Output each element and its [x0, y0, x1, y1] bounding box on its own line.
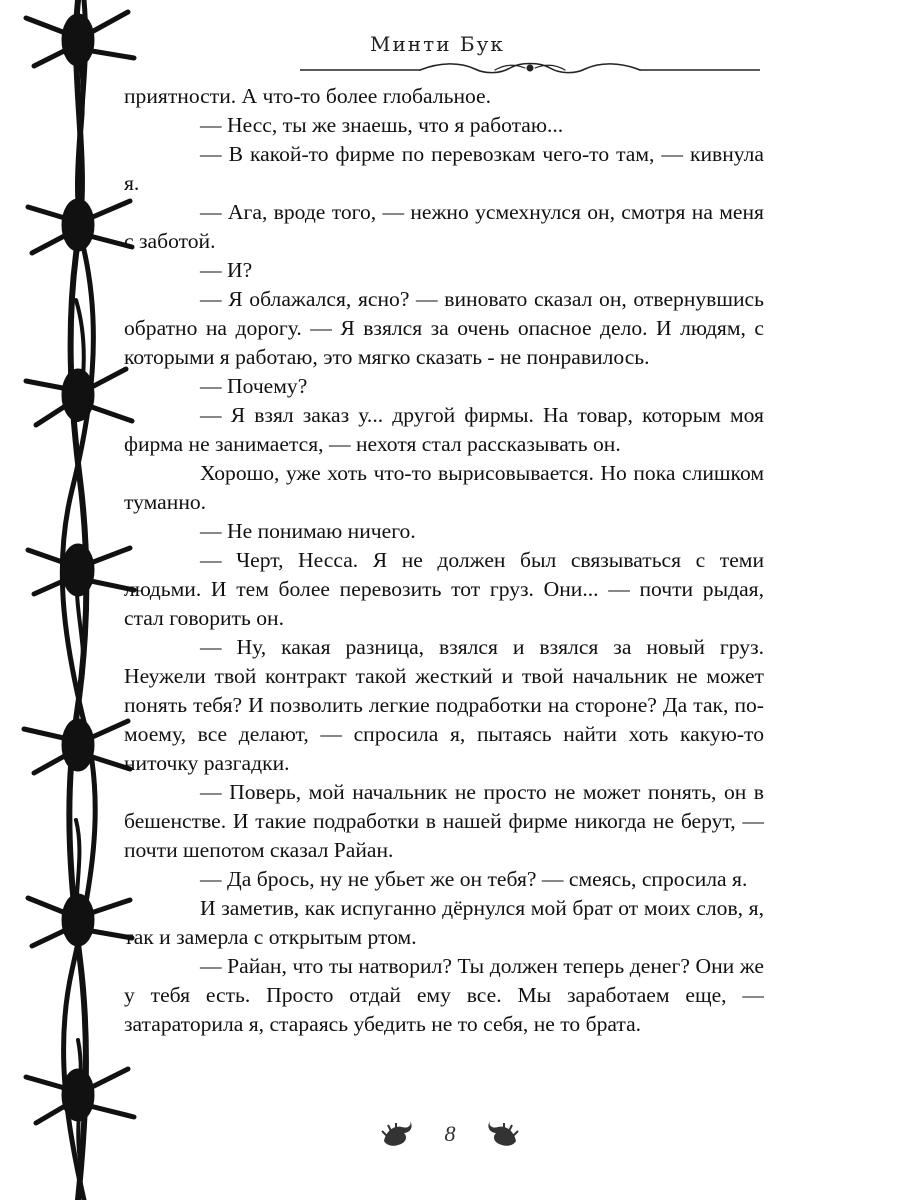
paragraph: И заметив, как испуганно дёрнулся мой брат от моих слов, я, так и замерла с открытым ртом.: [124, 896, 764, 949]
paragraph: — И?: [200, 258, 253, 282]
paragraph: — Поверь, мой начальник не просто не может понять, он в бешенстве. И такие подработки в нашей фирме никогда не берут, — почти шепотом сказал Райан.: [124, 780, 764, 862]
header-flourish-icon: [300, 60, 760, 76]
dragon-ornament-icon: [486, 1119, 520, 1149]
paragraph: — Несс, ты же знаешь, что я работаю...: [200, 113, 564, 137]
paragraph: — Да брось, ну не убьет же он тебя? — смеясь, спросила я.: [200, 867, 748, 891]
page-number: 8: [444, 1121, 456, 1146]
dragon-ornament-icon: [380, 1119, 414, 1149]
paragraph: — Почему?: [200, 374, 308, 398]
running-header-author: Минти Бук: [370, 32, 505, 56]
paragraph: — Я облажался, ясно? — виновато сказал он, отвернувшись обратно на дорогу. — Я взялся за очень опасное дело. И людям, с которыми я работаю, это мягко сказать - не понравилось.: [124, 287, 764, 369]
paragraph: — Не понимаю ничего.: [200, 519, 416, 543]
paragraph: — Черт, Несса. Я не должен был связываться с теми людьми. И тем более перевозить тот груз. Они... — почти рыдая, стал говорить он.: [124, 548, 764, 630]
page-body-text: [124, 82, 764, 1039]
paragraph: — Райан, что ты натворил? Ты должен теперь денег? Они же у тебя есть. Просто отдай ему все. Мы заработаем еще, — затараторила я, стараясь убедить не то себя, не то брата.: [124, 954, 764, 1036]
paragraph: Хорошо, уже хоть что-то вырисовывается. Но пока слишком туманно.: [124, 461, 764, 514]
paragraph: — Я взял заказ у... другой фирмы. На товар, которым моя фирма не занимается, — нехотя стал рассказывать он.: [124, 403, 764, 456]
paragraph: — Ну, какая разница, взялся и взялся за новый груз. Неужели твой контракт такой жесткий и твой начальник не может понять тебя? И позволить легкие подработки на стороне? Да так, по-моему, все делают, — спросила я, пытаясь найти хоть какую-то ниточку разгадки.: [124, 635, 764, 775]
page-footer: [380, 1117, 520, 1151]
paragraph: приятности. А что-то более глобальное.: [124, 84, 492, 108]
paragraph: — В какой-то фирме по перевозкам чего-то там, — кивнула я.: [124, 142, 764, 195]
paragraph: — Ага, вроде того, — нежно усмехнулся он, смотря на меня с заботой.: [124, 200, 764, 253]
